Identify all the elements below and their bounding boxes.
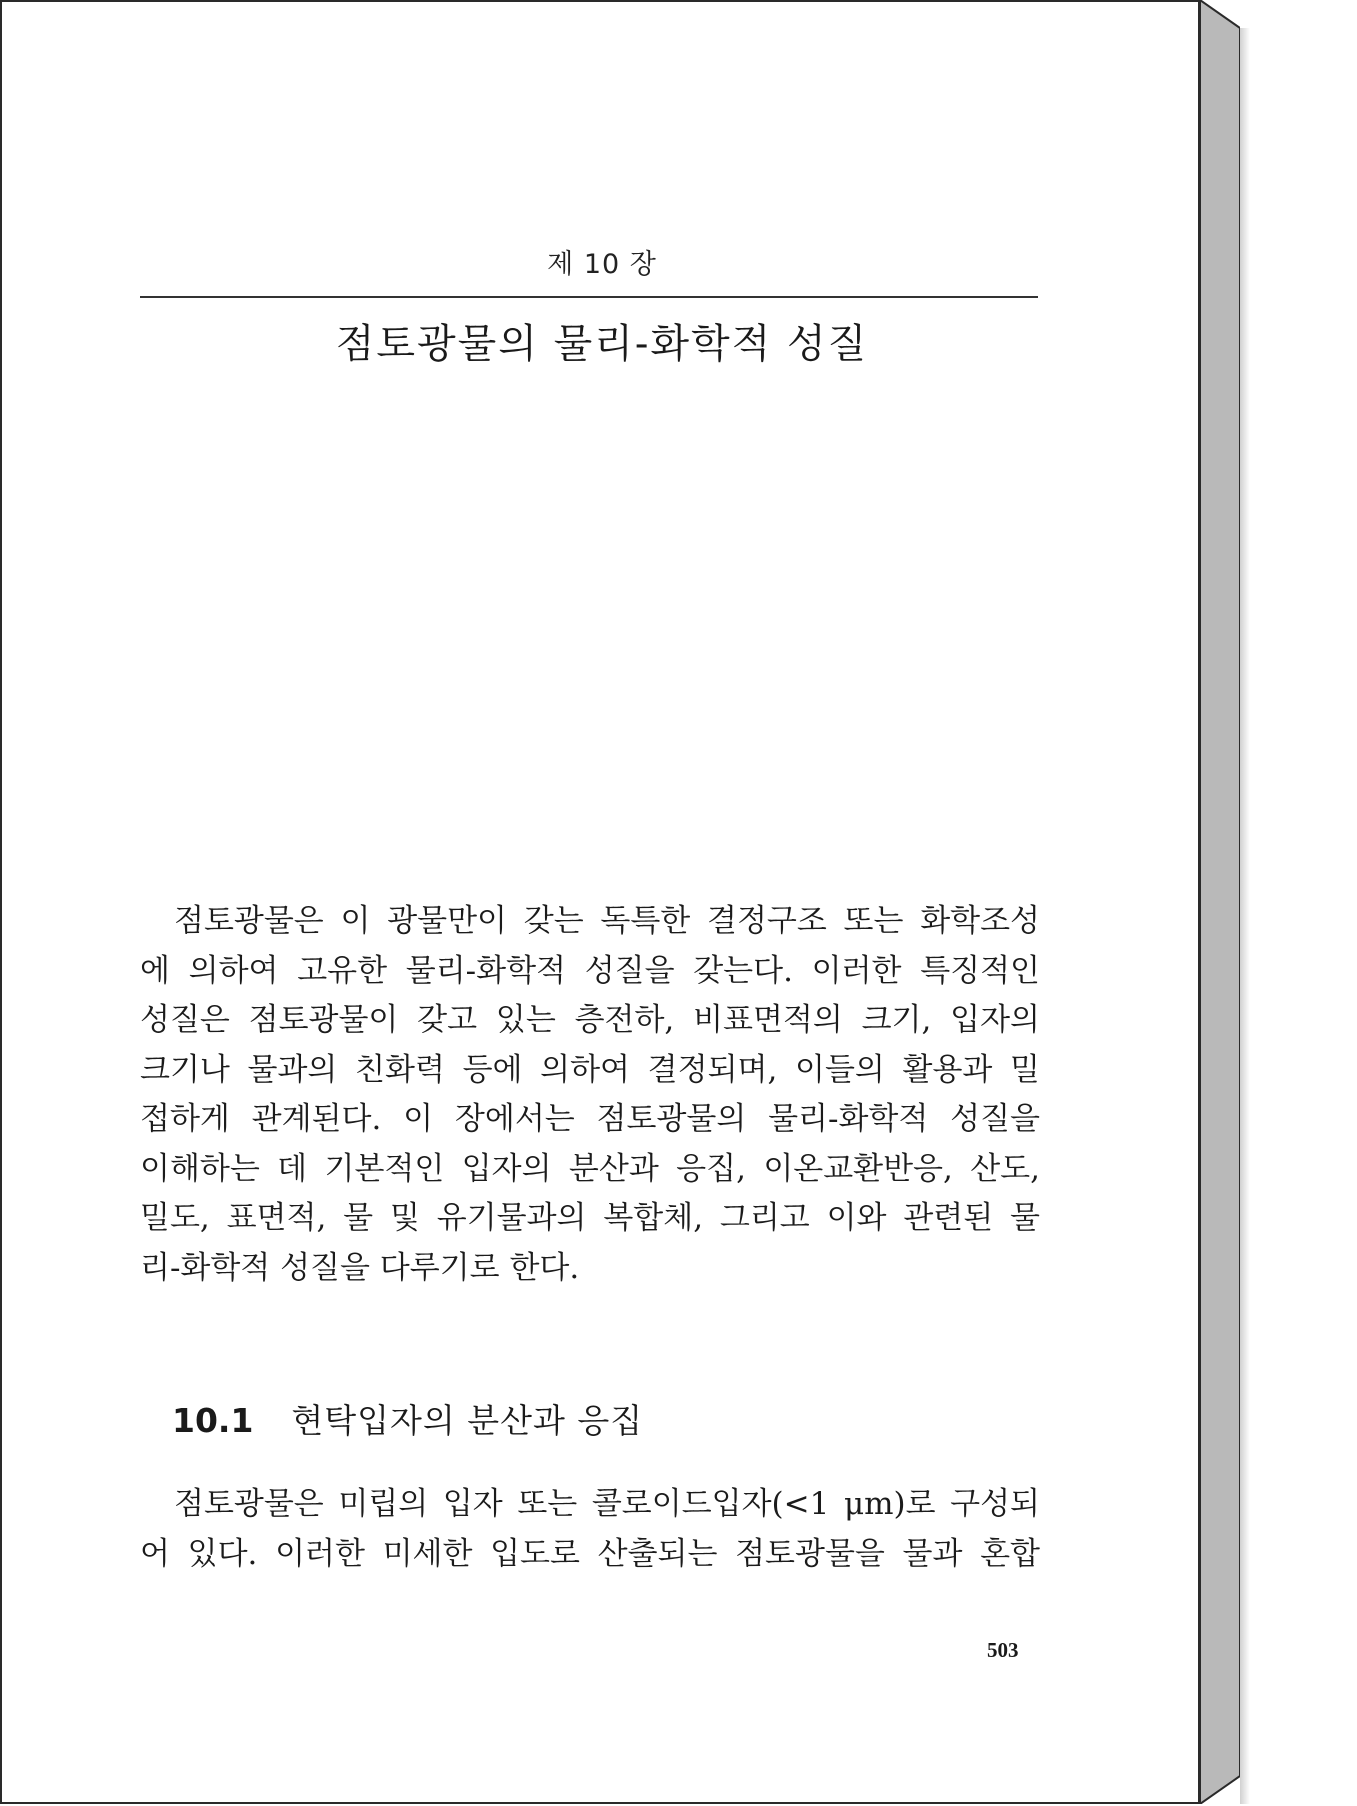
section-title: 현탁입자의 분산과 응집 xyxy=(291,1401,644,1440)
chapter-title: 점토광물의 물리-화학적 성질 xyxy=(335,321,869,367)
intro-line: 이해하는 데 기본적인 입자의 분산과 응집, 이온교환반응, 산도, xyxy=(140,1150,1040,1187)
page-edge xyxy=(1200,0,1240,1804)
intro-line: 점토광물은 이 광물만이 갖는 독특한 결정구조 또는 화학조성 xyxy=(174,903,1040,939)
intro-paragraph xyxy=(140,897,1040,1293)
intro-line: 에 의하여 고유한 물리-화학적 성질을 갖는다. 이러한 특징적인 xyxy=(140,952,1040,989)
page-shadow xyxy=(1240,28,1250,1804)
chapter-divider xyxy=(140,296,1038,298)
chapter-label: 제 10 장 xyxy=(547,249,657,280)
section-heading xyxy=(172,1395,643,1442)
intro-line: 리-화학적 성질을 다루기로 한다. xyxy=(140,1249,580,1286)
page-number: 503 xyxy=(987,1638,1019,1662)
intro-line: 밀도, 표면적, 물 및 유기물과의 복합체, 그리고 이와 관련된 물 xyxy=(140,1200,1040,1236)
section-line: 어 있다. 이러한 미세한 입도로 산출되는 점토광물을 물과 혼합 xyxy=(140,1535,1040,1572)
section-line: 점토광물은 미립의 입자 또는 콜로이드입자(<1 μm)로 구성되 xyxy=(174,1486,1040,1522)
section-number: 10.1 xyxy=(172,1401,254,1440)
intro-line: 크기나 물과의 친화력 등에 의하여 결정되며, 이들의 활용과 밀 xyxy=(140,1051,1040,1088)
section-paragraph xyxy=(140,1480,1040,1579)
intro-line: 접하게 관계된다. 이 장에서는 점토광물의 물리-화학적 성질을 xyxy=(140,1101,1040,1137)
intro-line: 성질은 점토광물이 갖고 있는 층전하, 비표면적의 크기, 입자의 xyxy=(140,1002,1040,1038)
